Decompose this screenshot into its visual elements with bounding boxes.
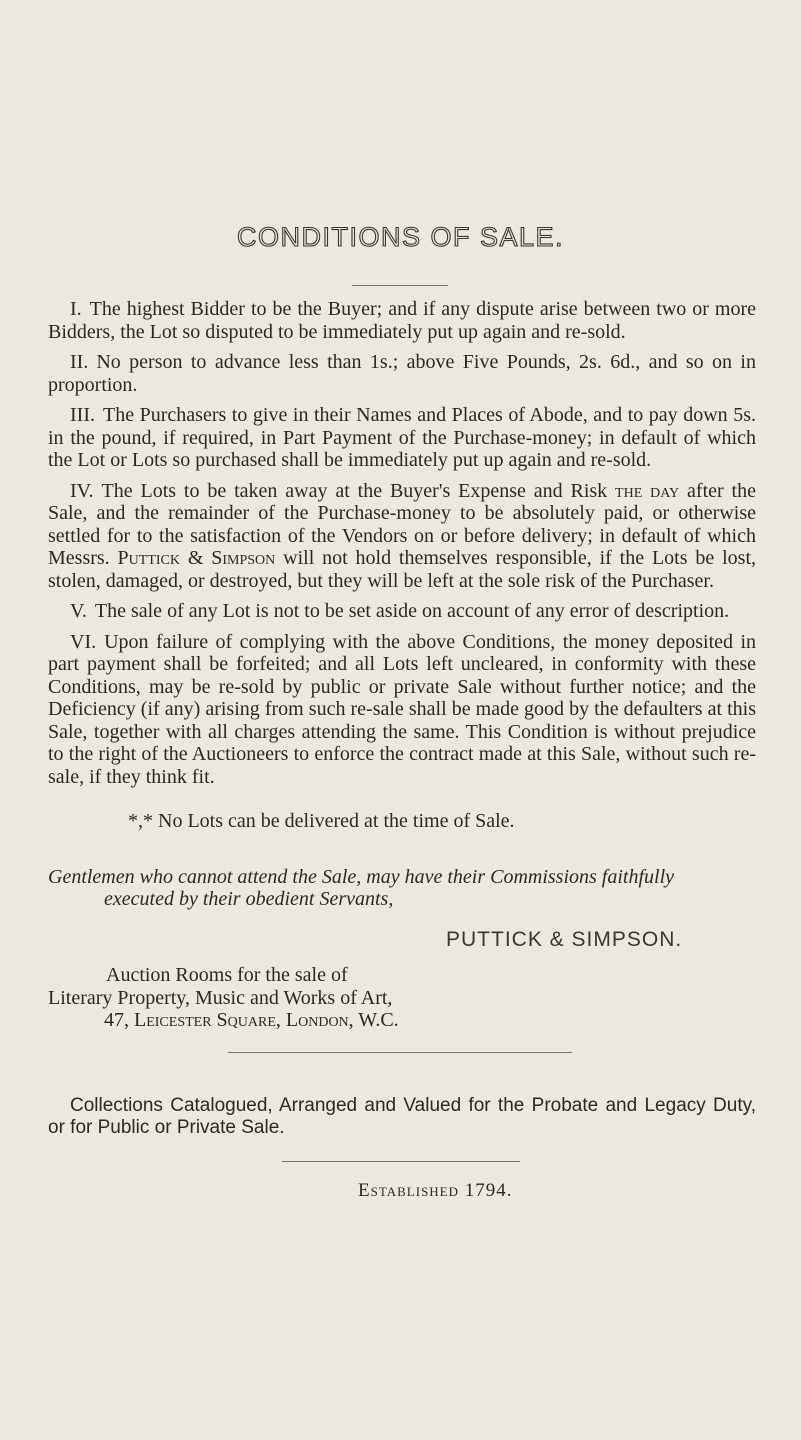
condition-3 xyxy=(48,404,756,472)
commissions-note xyxy=(48,866,756,910)
auctioneer-signature: PUTTICK & SIMPSON. xyxy=(446,928,683,951)
address-line-2: Literary Property, Music and Works of Art, xyxy=(48,986,393,1009)
auction-rooms-address xyxy=(48,964,756,1032)
page-title: CONDITIONS OF SALE. xyxy=(236,222,565,252)
title-rule xyxy=(352,285,448,286)
condition-number: V. xyxy=(70,600,87,622)
condition-text: The Purchasers to give in their Names and Places of Abode, and to pay down 5s. in the pound, if required, in Part Payment of the Purchase-money; in default of which the Lot or Lots so purchased shall be immediately put up again and re-sold. xyxy=(48,404,756,471)
condition-text: The highest Bidder to be the Buyer; and if any dispute arise between two or more Bidders, the Lot so disputed to be immediately put up again and re-sold. xyxy=(48,298,756,343)
condition-number: VI. xyxy=(70,630,97,653)
condition-number: III. xyxy=(70,404,95,426)
condition-text: The sale of any Lot is not to be set aside on account of any error of description. xyxy=(94,600,730,622)
address-line-3: 47, Leicester Square, London, W.C. xyxy=(104,1009,399,1031)
conditions-list xyxy=(48,298,756,833)
address-rule xyxy=(228,1052,572,1053)
condition-text: The Lots to be taken away at the Buyer's Expense and Risk xyxy=(101,479,608,502)
condition-1 xyxy=(48,298,756,343)
condition-5 xyxy=(48,600,756,623)
condition-2 xyxy=(48,351,756,396)
auctioneer-name: Puttick & Simpson xyxy=(117,547,276,569)
condition-number: IV. xyxy=(70,479,94,502)
condition-6 xyxy=(48,631,756,789)
condition-text: after the Sale, and the remainder of the Purchase-money to be absolutely paid, or otherwise settled for to the satisfaction of the Vendors on or before delivery; in default of which Messrs. xyxy=(48,479,756,569)
established-date: Established 1794. xyxy=(358,1180,513,1201)
commissions-line-2: executed by their obedient Servants, xyxy=(104,888,394,910)
collections-rule xyxy=(282,1161,520,1162)
condition-text: will not hold themselves responsible, if the Lots be lost, stolen, damaged, or destroyed, but they will be left at the sole risk of the Purchaser. xyxy=(48,547,757,592)
commissions-line-1: Gentlemen who cannot attend the Sale, may have their Commissions faithfully xyxy=(48,866,675,888)
condition-text: Upon failure of complying with the above Conditions, the money deposited in part payment shall be forfeited; and all Lots left uncleared, in conformity with these Conditions, may be re-sold by public or private Sale without further notice; and the Deficiency (if any) arising from such re-sale shall be made good by the defaulters at this Sale, together with all charges attending the same. This Condition is without prejudice to the right of the Auctioneers to enforce the contract made at this Sale, without such re-sale, if they think fit. xyxy=(48,630,756,788)
delivery-notice: *,* No Lots can be delivered at the time of Sale. xyxy=(128,810,515,832)
condition-number: II. xyxy=(70,351,89,373)
condition-4 xyxy=(48,480,756,593)
collections-note: Collections Catalogued, Arranged and Valued for the Probate and Legacy Duty, or for Public or Private Sale. xyxy=(48,1095,756,1138)
condition-text-smallcaps: the day xyxy=(615,479,680,502)
condition-text: No person to advance less than 1s.; above Five Pounds, 2s. 6d., and so on in proportion. xyxy=(48,351,756,396)
condition-number: I. xyxy=(70,298,82,320)
address-line-1: Auction Rooms for the sale of xyxy=(106,964,348,986)
